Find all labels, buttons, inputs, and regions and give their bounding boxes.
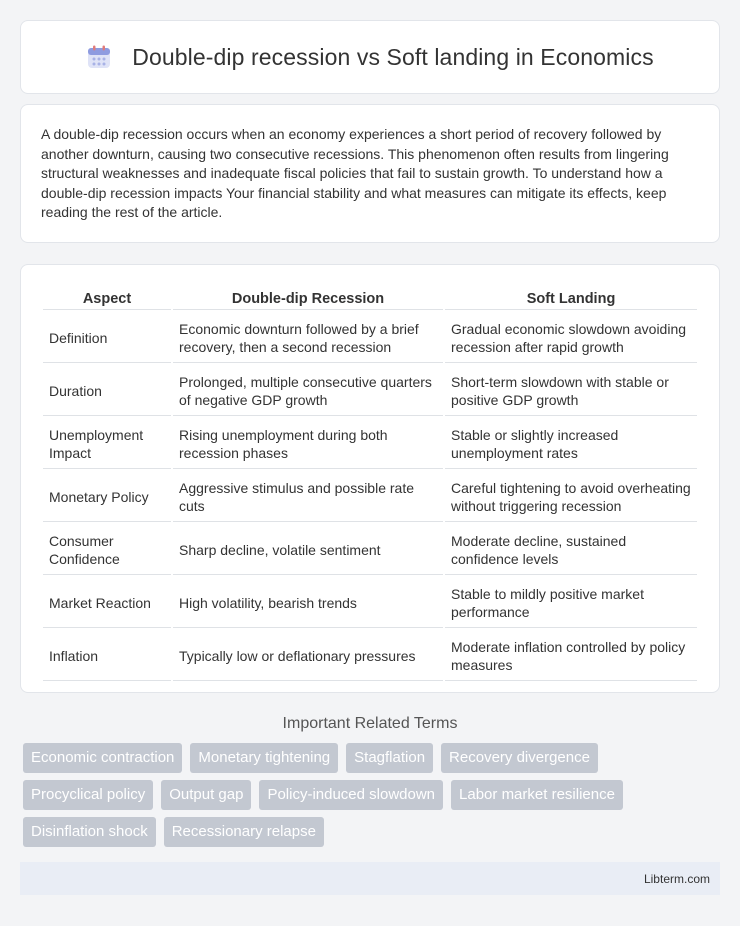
soft-landing-cell: Stable or slightly increased unemployment rates <box>445 418 697 469</box>
soft-landing-cell: Careful tightening to avoid overheating without triggering recession <box>445 471 697 522</box>
table-row <box>43 524 697 575</box>
aspect-cell: Consumer Confidence <box>43 524 171 575</box>
table-row <box>43 365 697 416</box>
soft-landing-cell: Short-term slowdown with stable or positive GDP growth <box>445 365 697 416</box>
term-tag[interactable]: Recessionary relapse <box>164 817 324 847</box>
double-dip-cell: Prolonged, multiple consecutive quarters of negative GDP growth <box>173 365 443 416</box>
double-dip-cell: High volatility, bearish trends <box>173 577 443 628</box>
aspect-cell: Definition <box>43 312 171 363</box>
term-tag[interactable]: Output gap <box>161 780 251 810</box>
aspect-cell: Inflation <box>43 630 171 681</box>
term-tag[interactable]: Economic contraction <box>23 743 182 773</box>
header-double-dip: Double-dip Recession <box>173 287 443 310</box>
term-tag[interactable]: Recovery divergence <box>441 743 598 773</box>
comparison-card <box>20 264 720 693</box>
term-tag[interactable]: Stagflation <box>346 743 433 773</box>
soft-landing-cell: Moderate decline, sustained confidence levels <box>445 524 697 575</box>
double-dip-cell: Sharp decline, volatile sentiment <box>173 524 443 575</box>
aspect-cell: Monetary Policy <box>43 471 171 522</box>
term-tag[interactable]: Disinflation shock <box>23 817 156 847</box>
table-header-row <box>43 287 697 310</box>
comparison-table <box>41 285 699 683</box>
footer-site-link[interactable]: Libterm.com <box>643 871 710 886</box>
term-tag[interactable]: Monetary tightening <box>190 743 338 773</box>
term-tag[interactable]: Labor market resilience <box>451 780 623 810</box>
aspect-cell: Unemployment Impact <box>43 418 171 469</box>
double-dip-cell: Typically low or deflationary pressures <box>173 630 443 681</box>
term-tag[interactable]: Procyclical policy <box>23 780 153 810</box>
soft-landing-cell: Stable to mildly positive market performance <box>445 577 697 628</box>
calendar-icon <box>86 44 112 70</box>
table-row <box>43 418 697 469</box>
table-row <box>43 577 697 628</box>
header-card <box>20 20 720 94</box>
double-dip-cell: Rising unemployment during both recession phases <box>173 418 443 469</box>
soft-landing-cell: Moderate inflation controlled by policy measures <box>445 630 697 681</box>
intro-paragraph: A double-dip recession occurs when an economy experiences a short period of recovery followed by another downturn, causing two consecutive recessions. This phenomenon often results from lingering structural weaknesses and inadequate fiscal policies that fail to sustain growth. To understand how a double-dip recession impacts Your financial stability and what measures can mitigate its effects, keep reading the rest of the article. <box>41 126 669 220</box>
header-aspect: Aspect <box>43 287 171 310</box>
footer <box>20 862 720 895</box>
table-row <box>43 312 697 363</box>
double-dip-cell: Aggressive stimulus and possible rate cuts <box>173 471 443 522</box>
term-tag[interactable]: Policy-induced slowdown <box>259 780 443 810</box>
aspect-cell: Duration <box>43 365 171 416</box>
table-row <box>43 471 697 522</box>
table-row <box>43 630 697 681</box>
aspect-cell: Market Reaction <box>43 577 171 628</box>
related-terms-section <box>20 715 720 847</box>
related-terms-title: Important Related Terms <box>282 715 458 732</box>
soft-landing-cell: Gradual economic slowdown avoiding recession after rapid growth <box>445 312 697 363</box>
related-terms-list <box>20 743 720 847</box>
intro-card <box>20 104 720 243</box>
double-dip-cell: Economic downturn followed by a brief recovery, then a second recession <box>173 312 443 363</box>
page-title: Double-dip recession vs Soft landing in Economics <box>132 43 654 70</box>
header-soft-landing: Soft Landing <box>445 287 697 310</box>
